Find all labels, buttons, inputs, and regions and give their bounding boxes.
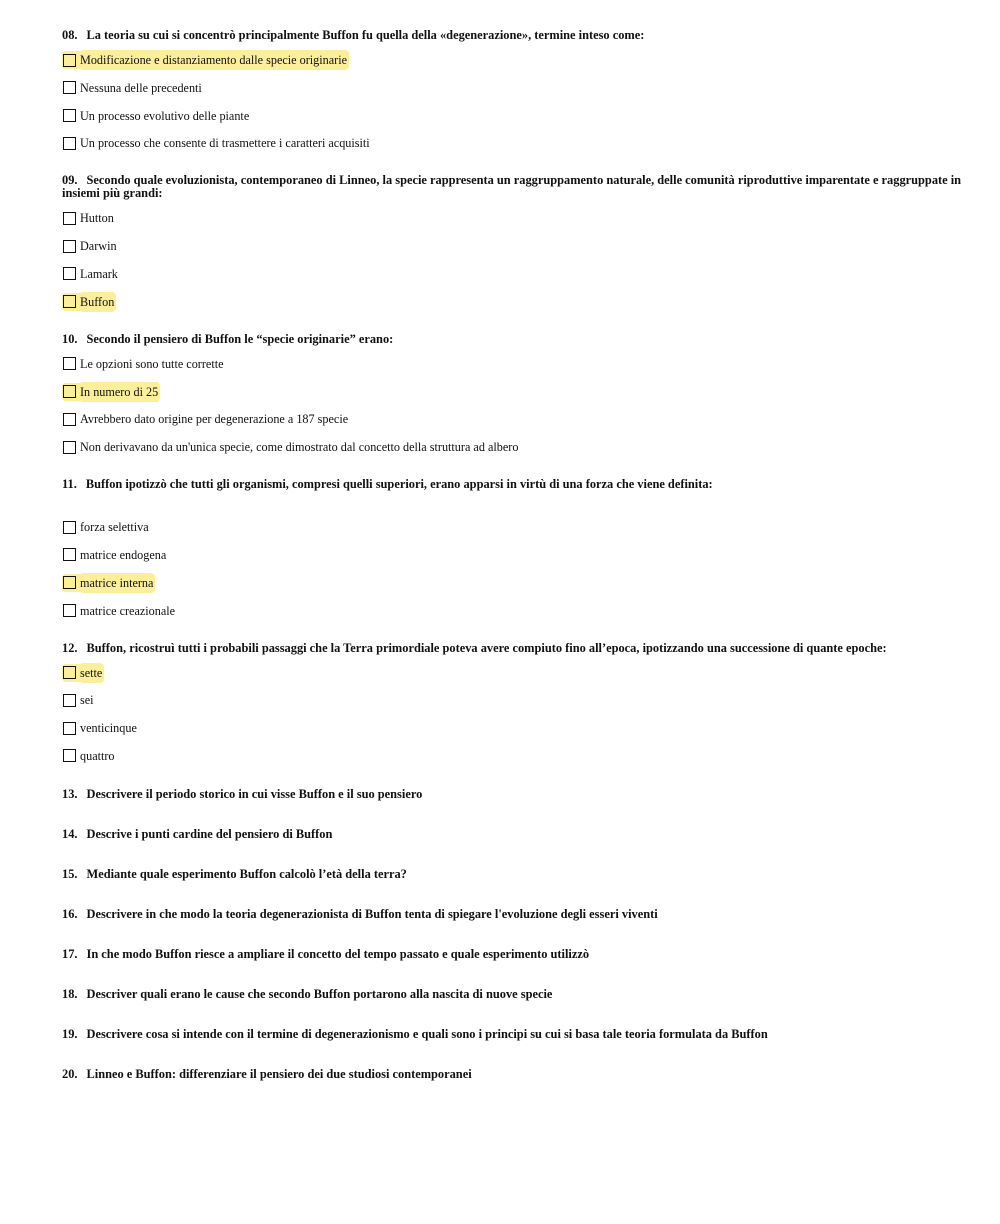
answer-checkbox[interactable] bbox=[63, 385, 76, 398]
answer-checkbox[interactable] bbox=[63, 295, 76, 308]
answer-checkbox[interactable] bbox=[63, 413, 76, 426]
question-10 bbox=[62, 333, 962, 457]
answer-option[interactable] bbox=[62, 133, 962, 153]
question-11 bbox=[62, 478, 962, 620]
question-number: 09. bbox=[62, 173, 78, 188]
answer-checkbox[interactable] bbox=[63, 749, 76, 762]
open-question-20 bbox=[62, 1068, 962, 1081]
answer-label: Nessuna delle precedenti bbox=[80, 80, 202, 95]
question-08 bbox=[62, 29, 962, 153]
question-number: 15. bbox=[62, 866, 78, 881]
question-number: 17. bbox=[62, 946, 78, 961]
answer-checkbox[interactable] bbox=[63, 240, 76, 253]
question-text: Descrivere in che modo la teoria degenerazionista di Buffon tenta di spiegare l'evoluzione degli esseri viventi bbox=[86, 906, 658, 921]
answer-option[interactable] bbox=[62, 663, 962, 683]
answer-checkbox[interactable] bbox=[63, 604, 76, 617]
question-number: 13. bbox=[62, 786, 78, 801]
question-text: Secondo il pensiero di Buffon le “specie originarie” erano: bbox=[86, 331, 394, 346]
answer-label: In numero di 25 bbox=[79, 382, 160, 402]
question-12-heading bbox=[62, 642, 962, 655]
answer-label: Darwin bbox=[80, 239, 117, 254]
open-question-16 bbox=[62, 908, 962, 921]
answer-label: matrice endogena bbox=[80, 547, 167, 562]
answer-option[interactable] bbox=[62, 409, 962, 429]
answer-option[interactable] bbox=[62, 382, 962, 402]
answer-option[interactable] bbox=[62, 573, 962, 593]
answer-checkbox[interactable] bbox=[63, 548, 76, 561]
answer-option[interactable] bbox=[62, 718, 962, 738]
answer-checkbox[interactable] bbox=[63, 212, 76, 225]
answer-option[interactable] bbox=[62, 264, 962, 284]
question-text: Descrivere il periodo storico in cui visse Buffon e il suo pensiero bbox=[86, 786, 423, 801]
question-text: Descrive i punti cardine del pensiero di Buffon bbox=[86, 826, 333, 841]
answer-options bbox=[62, 208, 962, 311]
answer-label: Avrebbero dato origine per degenerazione a 187 specie bbox=[80, 412, 349, 427]
answer-option[interactable] bbox=[62, 517, 962, 537]
quiz-page bbox=[62, 29, 962, 1108]
answer-label: quattro bbox=[80, 748, 115, 763]
question-12 bbox=[62, 642, 962, 766]
question-number: 11. bbox=[62, 477, 77, 492]
question-number: 16. bbox=[62, 906, 78, 921]
answer-option[interactable] bbox=[62, 690, 962, 710]
question-text: Mediante quale esperimento Buffon calcolò l’età della terra? bbox=[86, 866, 407, 881]
question-09-heading bbox=[62, 174, 962, 200]
open-question-19 bbox=[62, 1028, 962, 1041]
answer-label: sette bbox=[79, 663, 104, 683]
answer-options bbox=[62, 50, 962, 153]
answer-label: Un processo evolutivo delle piante bbox=[80, 108, 250, 123]
answer-option[interactable] bbox=[62, 236, 962, 256]
answer-option[interactable] bbox=[62, 106, 962, 126]
answer-checkbox[interactable] bbox=[63, 137, 76, 150]
answer-label: Modificazione e distanziamento dalle specie originarie bbox=[79, 50, 349, 70]
answer-options bbox=[62, 517, 962, 620]
question-text: Secondo quale evoluzionista, contemporaneo di Linneo, la specie rappresenta un raggruppamento naturale, delle comunità riproduttive imparentate e raggruppate in insiemi più grandi: bbox=[62, 173, 962, 201]
question-number: 10. bbox=[62, 331, 78, 346]
answer-checkbox[interactable] bbox=[63, 521, 76, 534]
answer-label: Hutton bbox=[80, 211, 114, 226]
answer-label: Un processo che consente di trasmettere i caratteri acquisiti bbox=[80, 136, 370, 151]
answer-checkbox[interactable] bbox=[63, 576, 76, 589]
answer-option[interactable] bbox=[62, 208, 962, 228]
question-text: Descrivere cosa si intende con il termine di degenerazionismo e quali sono i principi su cui si basa tale teoria formulata da Buffon bbox=[86, 1026, 768, 1041]
open-question-18 bbox=[62, 988, 962, 1001]
question-number: 14. bbox=[62, 826, 78, 841]
answer-option[interactable] bbox=[62, 292, 962, 312]
question-10-heading bbox=[62, 333, 962, 346]
answer-option[interactable] bbox=[62, 545, 962, 565]
answer-option[interactable] bbox=[62, 437, 962, 457]
open-question-15 bbox=[62, 868, 962, 881]
open-question-17 bbox=[62, 948, 962, 961]
answer-label: Le opzioni sono tutte corrette bbox=[80, 356, 224, 371]
answer-label: Buffon bbox=[79, 292, 116, 312]
answer-checkbox[interactable] bbox=[63, 81, 76, 94]
question-text: Descriver quali erano le cause che secondo Buffon portarono alla nascita di nuove specie bbox=[86, 986, 553, 1001]
answer-checkbox[interactable] bbox=[63, 267, 76, 280]
answer-label: matrice interna bbox=[79, 573, 155, 593]
question-09 bbox=[62, 174, 962, 311]
open-question-14 bbox=[62, 828, 962, 841]
question-number: 18. bbox=[62, 986, 78, 1001]
answer-label: forza selettiva bbox=[80, 520, 149, 535]
answer-checkbox[interactable] bbox=[63, 441, 76, 454]
answer-options bbox=[62, 354, 962, 457]
question-text: In che modo Buffon riesce a ampliare il concetto del tempo passato e quale esperimento utilizzò bbox=[86, 946, 590, 961]
question-number: 12. bbox=[62, 640, 78, 655]
answer-label: Lamark bbox=[80, 266, 118, 281]
answer-checkbox[interactable] bbox=[63, 694, 76, 707]
question-text: Buffon, ricostruì tutti i probabili passaggi che la Terra primordiale poteva avere compiuto fino all’epoca, ipotizzando una successione di quante epoche: bbox=[86, 640, 887, 655]
answer-option[interactable] bbox=[62, 50, 962, 70]
answer-checkbox[interactable] bbox=[63, 666, 76, 679]
open-question-13 bbox=[62, 788, 962, 801]
question-number: 08. bbox=[62, 28, 78, 42]
answer-option[interactable] bbox=[62, 746, 962, 766]
question-text: Linneo e Buffon: differenziare il pensiero dei due studiosi contemporanei bbox=[86, 1066, 472, 1081]
answer-checkbox[interactable] bbox=[63, 54, 76, 67]
question-text: La teoria su cui si concentrò principalmente Buffon fu quella della «degenerazione», termine inteso come: bbox=[86, 28, 645, 42]
answer-option[interactable] bbox=[62, 601, 962, 621]
answer-options bbox=[62, 663, 962, 766]
question-text: Buffon ipotizzò che tutti gli organismi, compresi quelli superiori, erano apparsi in virtù di una forza che viene definita: bbox=[85, 477, 713, 492]
question-08-heading bbox=[62, 29, 962, 42]
answer-label: sei bbox=[80, 693, 94, 708]
question-number: 20. bbox=[62, 1066, 78, 1081]
question-11-heading bbox=[62, 478, 962, 491]
question-number: 19. bbox=[62, 1026, 78, 1041]
answer-checkbox[interactable] bbox=[63, 357, 76, 370]
answer-label: venticinque bbox=[80, 721, 137, 736]
answer-label: matrice creazionale bbox=[80, 603, 176, 618]
answer-label: Non derivavano da un'unica specie, come dimostrato dal concetto della struttura ad albero bbox=[80, 440, 519, 455]
answer-option[interactable] bbox=[62, 78, 962, 98]
answer-checkbox[interactable] bbox=[63, 109, 76, 122]
answer-option[interactable] bbox=[62, 354, 962, 374]
answer-checkbox[interactable] bbox=[63, 722, 76, 735]
